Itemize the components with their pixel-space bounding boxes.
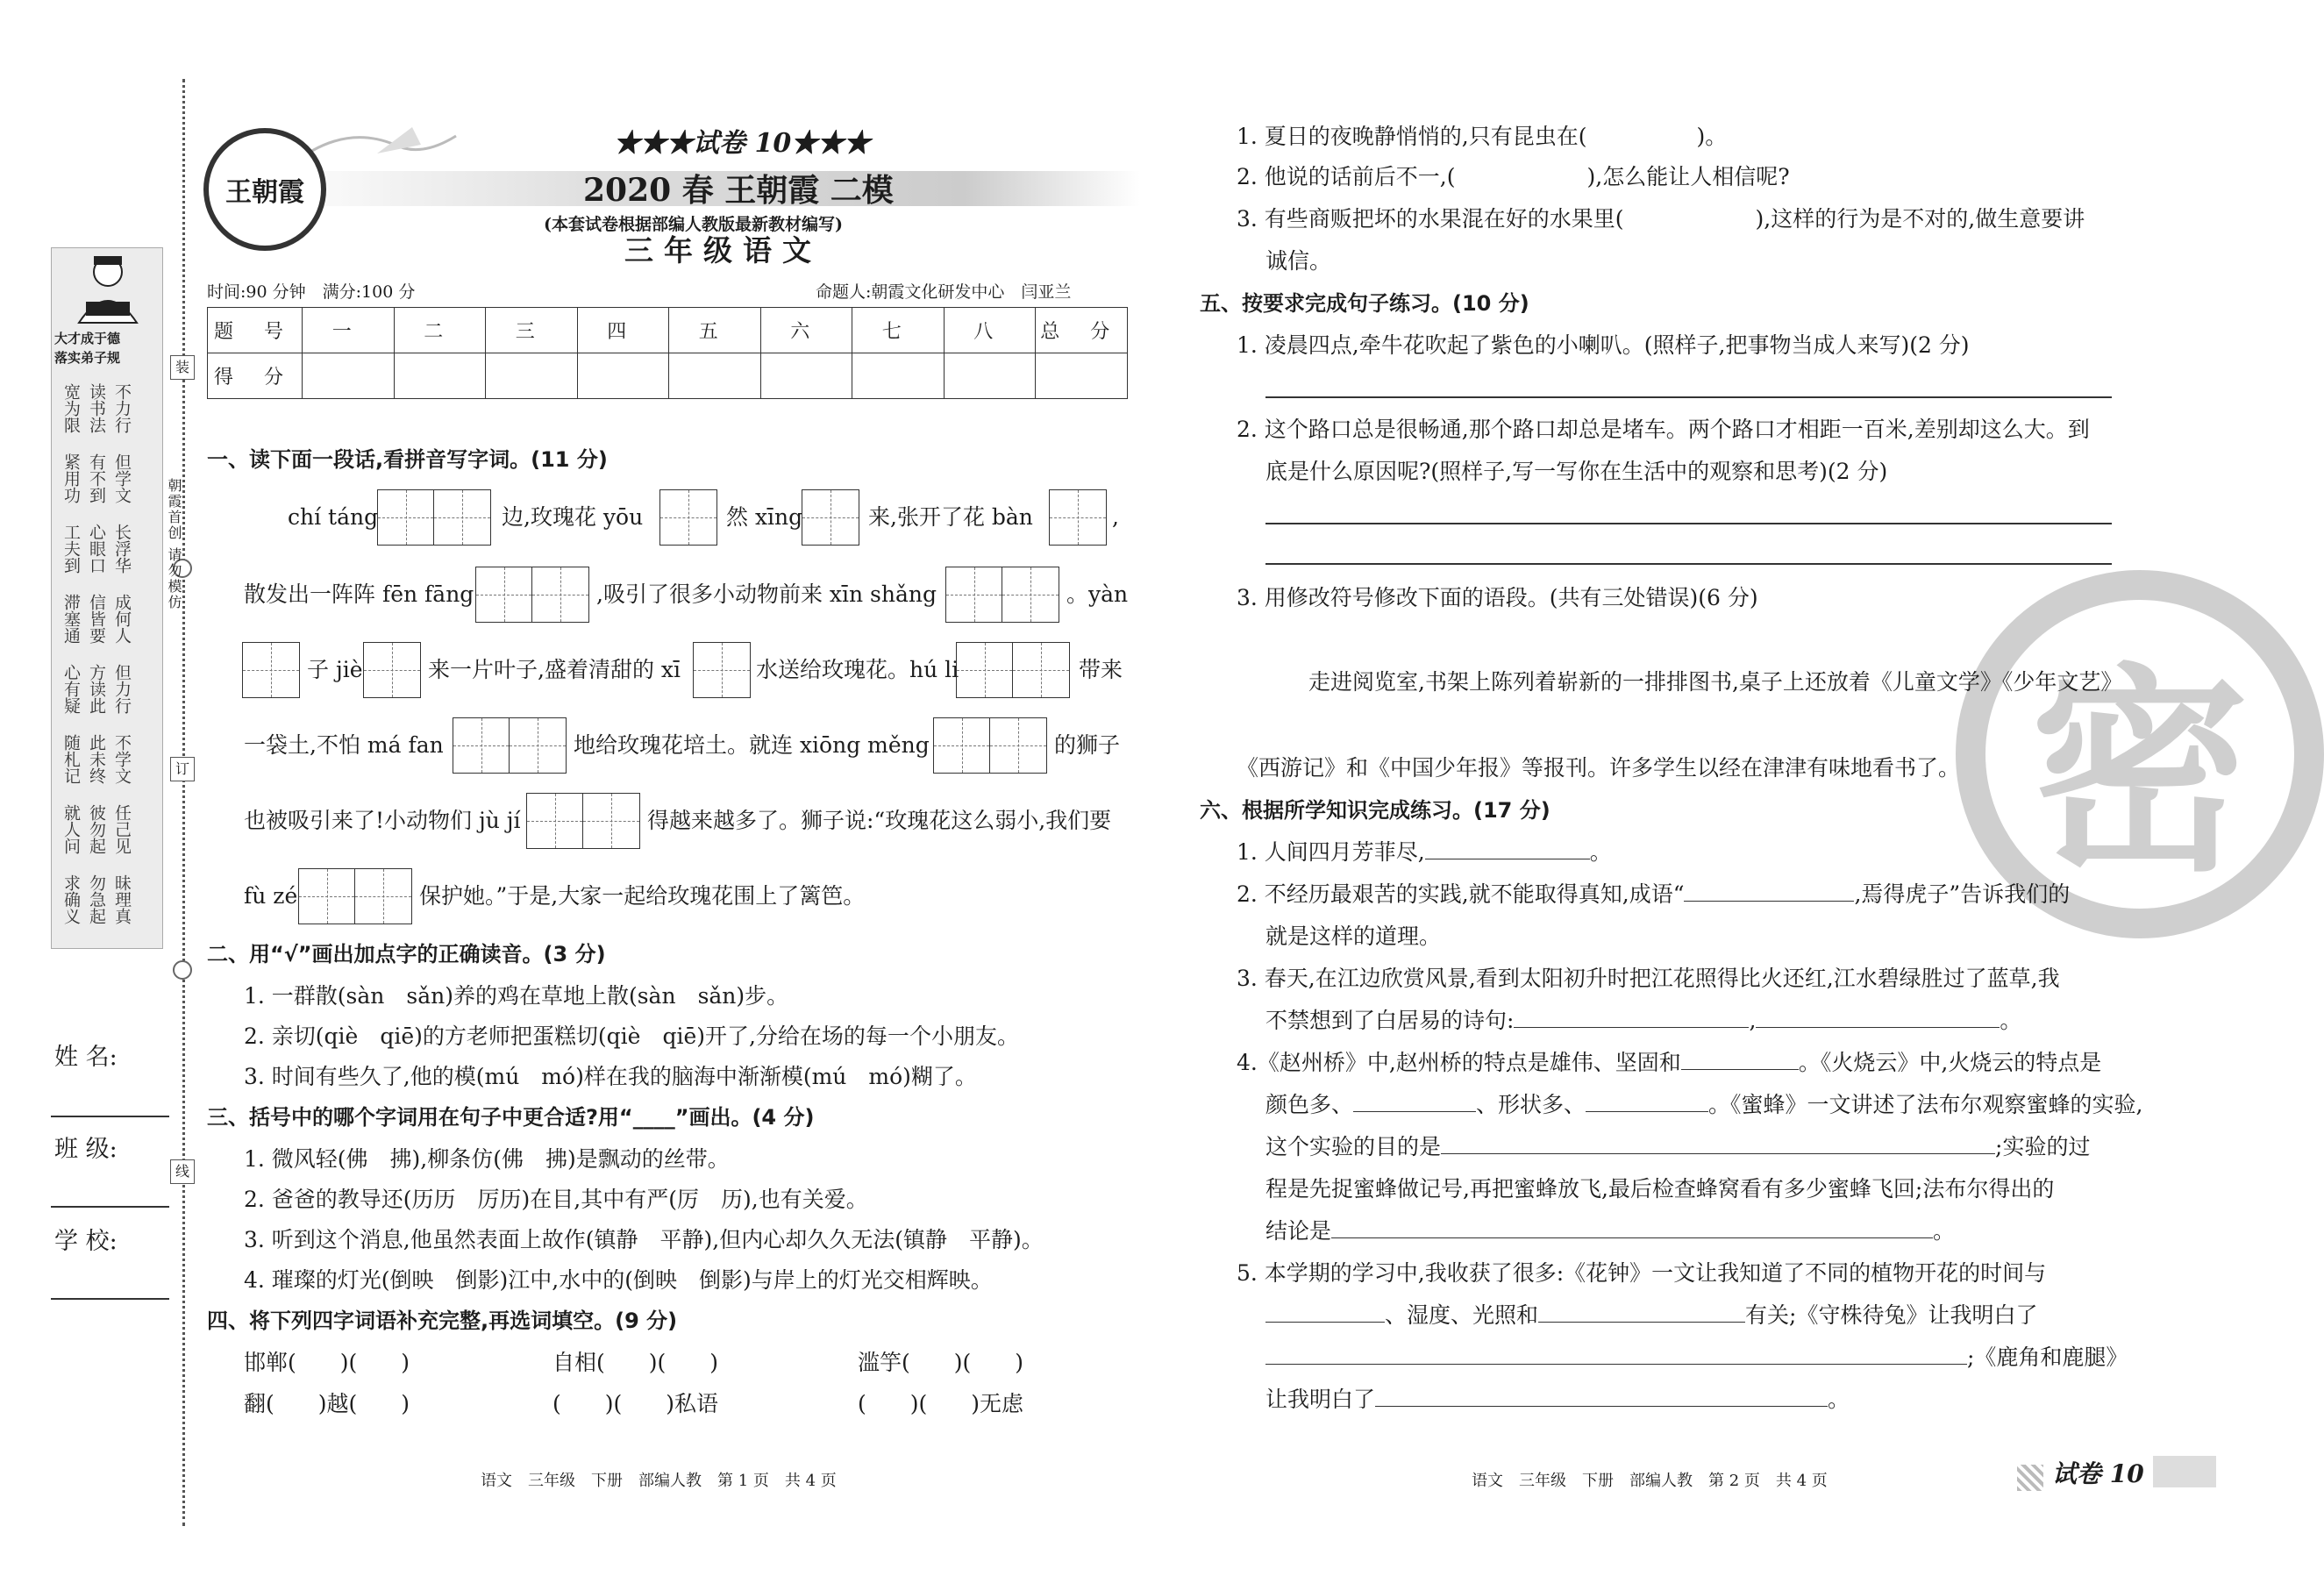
score-table (207, 307, 1128, 399)
blank[interactable] (1265, 1344, 1967, 1365)
s1-text: fù zé (244, 883, 298, 909)
s2-item: 1. 一群散(sàn sǎn)养的鸡在草地上散(sàn sǎn)步。 (244, 983, 789, 1009)
s6-q2b: 就是这样的道理。 (1265, 924, 1442, 949)
char-box[interactable] (945, 567, 1059, 623)
score-header: 总 分 (1036, 308, 1128, 353)
time-info: 时间:90 分钟 满分:100 分 (207, 282, 416, 302)
class-label: 班 级: (54, 1136, 118, 1163)
bind-label-ding: 订 (170, 757, 195, 781)
score-cell[interactable] (944, 353, 1036, 399)
s1-text: 地给玫瑰花培土。就连 xiōng měng (574, 732, 930, 758)
blank[interactable] (1265, 1302, 1385, 1323)
s1-text: 边,玫瑰花 yōu (502, 504, 644, 530)
r-item: 诚信。 (1265, 248, 1332, 274)
section-1-heading: 一、读下面一段话,看拼音写字词。(11 分) (207, 447, 608, 472)
char-box[interactable] (933, 717, 1047, 774)
score-cell[interactable] (760, 353, 852, 399)
s3-item: 4. 璀璨的灯光(倒映 倒影)江中,水中的(倒映 倒影)与岸上的灯光交相辉映。 (244, 1267, 993, 1293)
s6-q4a: 4.《赵州桥》中,赵州桥的特点是雄伟、坚固和 。《火烧云》中,火烧云的特点是 (1237, 1050, 2102, 1075)
s6-q5b: 、湿度、光照和 有关;《守株待兔》让我明白了 (1265, 1302, 2037, 1330)
blank[interactable] (1353, 1091, 1476, 1112)
score-header: 题 号 (208, 308, 303, 353)
char-box[interactable] (956, 642, 1070, 698)
series-label: ★★★试卷 10★★★ (614, 128, 871, 159)
s5-q2b: 底是什么原因呢?(照样子,写一写你在生活中的观察和思考)(2 分) (1265, 459, 1888, 484)
s6-q2a: 2. 不经历最艰苦的实践,就不能取得真知,成语“ ,焉得虎子”告诉我们的 (1237, 881, 2071, 907)
score-cell[interactable] (577, 353, 669, 399)
blank[interactable] (1586, 1091, 1708, 1112)
char-box[interactable] (1049, 489, 1107, 546)
blank[interactable] (1514, 1007, 1749, 1028)
s4-idiom: ( )( )私语 (552, 1391, 719, 1416)
s1-text: 一袋土,不怕 má fan (244, 732, 444, 758)
s6-q4b: 颜色多、 、形状多、 。《蜜蜂》一文讲述了法布尔观察蜜蜂的实验, (1265, 1092, 2143, 1117)
score-cell[interactable] (486, 353, 578, 399)
s1-text: 来一片叶子,盛着清甜的 xī (428, 657, 681, 682)
page-footer-right: 语文 三年级 下册 部编人教 第 2 页 共 4 页 (1472, 1472, 1828, 1490)
s4-idiom: 翻( )越( ) (244, 1391, 410, 1416)
scholar-illustration (68, 253, 147, 324)
s6-q5a: 5. 本学期的学习中,我收获了很多:《花钟》一文让我知道了不同的植物开花的时间与 (1237, 1260, 2047, 1286)
blank[interactable] (1441, 1133, 1995, 1154)
score-header: 四 (577, 308, 669, 353)
motto-couplets: 宽为限 读书法 不力行 紧用功 有不到 但学文 工夫到 心眼口 长浮华 滞塞通 信皆要 成何人 心有疑 方读此 但力行 随札记 此未终 不学文 就人问 彼勿起 任己见 求确义 勿急起 昧理真 (61, 382, 132, 924)
s3-item: 2. 爸爸的教导还(历历 厉历)在目,其中有严(厉 历),也有关爱。 (244, 1187, 868, 1212)
s4-idiom: 滥竽( )( ) (858, 1350, 1024, 1375)
blank[interactable] (1331, 1217, 1933, 1238)
s6-q3a: 3. 春天,在江边欣赏风景,看到太阳初升时把江花照得比火还红,江水碧绿胜过了蓝草,我 (1237, 966, 2060, 991)
school-field[interactable] (51, 1298, 169, 1300)
corner-pattern (2017, 1465, 2043, 1491)
s1-text: chí táng (288, 504, 379, 530)
motto-line-2: 落实弟子规 (54, 350, 121, 366)
score-header: 三 (486, 308, 578, 353)
s3-item: 1. 微风轻(佛 拂),柳条仿(佛 拂)是飘动的丝带。 (244, 1146, 730, 1172)
answer-line[interactable] (1265, 563, 2112, 565)
r-item: 2. 他说的话前后不一,( ),怎么能让人相信呢? (1237, 164, 1790, 189)
score-cell[interactable] (394, 353, 486, 399)
s6-q5d: 让我明白了 。 (1265, 1387, 1850, 1412)
s5-q1: 1. 凌晨四点,牵牛花吹起了紫色的小喇叭。(照样子,把事物当成人来写)(2 分) (1237, 332, 1970, 358)
s1-text: , (1112, 504, 1119, 530)
name-field[interactable] (51, 1116, 169, 1117)
corner-bar (2153, 1456, 2216, 1487)
section-3-heading: 三、括号中的哪个字词用在句子中更合适?用“____”画出。(4 分) (207, 1105, 815, 1130)
char-box[interactable] (659, 489, 717, 546)
copyright-vertical: 朝霞首创 请勿模仿 (166, 478, 182, 611)
page-footer-left: 语文 三年级 下册 部编人教 第 1 页 共 4 页 (481, 1472, 837, 1490)
char-box[interactable] (802, 489, 859, 546)
s4-idiom: ( )( )无虑 (858, 1391, 1024, 1416)
blank[interactable] (1681, 1049, 1799, 1070)
blank[interactable] (1538, 1302, 1745, 1323)
s5-q3: 3. 用修改符号修改下面的语段。(共有三处错误)(6 分) (1237, 585, 1758, 610)
logo-badge: 王朝霞 (203, 128, 326, 251)
blank[interactable] (1684, 881, 1854, 902)
s6-q1: 1. 人间四月芳菲尽, 。 (1237, 839, 1612, 865)
char-box[interactable] (242, 642, 300, 698)
corner-tag: 试卷 10 (2052, 1459, 2144, 1488)
exam-subtitle: (本套试卷根据部编人教版最新教材编写) (544, 215, 843, 234)
section-4-heading: 四、将下列四字词语补充完整,再选词填空。(9 分) (207, 1309, 678, 1333)
s6-q3b: 不禁想到了白居易的诗句: , 。 (1265, 1008, 2022, 1033)
score-header: 一 (303, 308, 395, 353)
blank[interactable] (1425, 838, 1590, 859)
s5-passage-1: 走进阅览室,书架上陈列着崭新的一排排图书,桌子上还放着《儿童文学》《少年文艺》 (1308, 669, 2123, 695)
score-header: 八 (944, 308, 1036, 353)
s6-q4c: 这个实验的目的是 ;实验的过 (1265, 1134, 2091, 1159)
s6-q4d: 程是先捉蜜蜂做记号,再把蜜蜂放飞,最后检查蜂窝看有多少蜜蜂飞回;法布尔得出的 (1265, 1176, 2055, 1202)
confidential-stamp: 密 (1956, 570, 2324, 938)
score-cell[interactable] (669, 353, 761, 399)
s1-text: 。yàn (1066, 581, 1129, 607)
motto-line-1: 大才成于德 (54, 331, 121, 346)
score-header: 五 (669, 308, 761, 353)
score-header: 二 (394, 308, 486, 353)
section-2-heading: 二、用“√”画出加点字的正确读音。(3 分) (207, 942, 606, 966)
exam-subject: 三年级语文 (624, 233, 822, 267)
s1-text: 也被吸引来了!小动物们 jù jí (244, 808, 521, 833)
class-field[interactable] (51, 1206, 169, 1208)
s5-passage-2: 《西游记》和《中国少年报》等报刊。许多学生以经在津津有味地看书了。 (1237, 755, 1961, 781)
section-5-heading: 五、按要求完成句子练习。(10 分) (1200, 291, 1529, 316)
binding-line (182, 79, 185, 1526)
s1-text: ,吸引了很多小动物前来 xīn shǎng (596, 581, 937, 607)
answer-line[interactable] (1265, 523, 2112, 524)
author-info: 命题人:朝霞文化研发中心 闫亚兰 (816, 282, 1072, 302)
s1-text: 的狮子 (1054, 732, 1121, 758)
s1-text: 子 jiè (307, 657, 363, 682)
s1-text: 保护她。”于是,大家一起给玫瑰花围上了篱笆。 (419, 883, 866, 909)
s1-text: 带来 (1079, 657, 1123, 682)
s6-q4e: 结论是 。 (1265, 1218, 1956, 1244)
char-box[interactable] (693, 642, 751, 698)
char-box[interactable] (363, 642, 421, 698)
s4-idiom: 邯郸( )( ) (244, 1350, 410, 1375)
blank[interactable] (1375, 1386, 1828, 1407)
r-item: 3. 有些商贩把坏的水果混在好的水果里( ),这样的行为是不对的,做生意要讲 (1237, 206, 2085, 232)
score-row-label: 得 分 (208, 353, 303, 399)
s1-text: 来,张开了花 bàn (868, 504, 1033, 530)
char-box[interactable] (526, 793, 640, 849)
char-box[interactable] (475, 567, 589, 623)
score-cell[interactable] (303, 353, 395, 399)
bind-label-xian: 线 (170, 1159, 195, 1184)
section-6-heading: 六、根据所学知识完成练习。(17 分) (1200, 798, 1551, 823)
score-cell[interactable] (1036, 353, 1128, 399)
s4-idiom: 自相( )( ) (552, 1350, 719, 1375)
s1-text: 水送给玫瑰花。hú li (756, 657, 959, 682)
char-box[interactable] (377, 489, 491, 546)
s2-item: 2. 亲切(qiè qiē)的方老师把蛋糕切(qiè qiē)开了,分给在场的每一个小朋友。 (244, 1023, 1019, 1049)
s6-q5c: ;《鹿角和鹿腿》 (1265, 1344, 2128, 1372)
school-label: 学 校: (54, 1228, 118, 1255)
blank[interactable] (1756, 1007, 2000, 1028)
s5-q2a: 2. 这个路口总是很畅通,那个路口却总是堵车。两个路口才相距一百米,差别却这么大。到 (1237, 417, 2090, 442)
char-box[interactable] (298, 868, 412, 924)
score-header: 七 (852, 308, 945, 353)
score-header: 六 (760, 308, 852, 353)
punch-hole-icon (173, 960, 192, 980)
r-item: 1. 夏日的夜晚静悄悄的,只有昆虫在( )。 (1237, 124, 1728, 149)
s1-text: 然 xīng (726, 504, 803, 530)
s3-item: 3. 听到这个消息,他虽然表面上故作(镇静 平静),但内心却久久无法(镇静 平静)。 (244, 1227, 1044, 1252)
name-label: 姓 名: (54, 1044, 118, 1071)
score-cell[interactable] (852, 353, 945, 399)
char-box[interactable] (453, 717, 567, 774)
bind-label-zhuang: 装 (170, 355, 195, 380)
exam-title: 2020 春 王朝霞 二模 (583, 172, 894, 209)
s2-item: 3. 时间有些久了,他的模(mú mó)样在我的脑海中渐渐模(mú mó)糊了。 (244, 1064, 977, 1089)
answer-line[interactable] (1265, 396, 2112, 398)
s1-text: 散发出一阵阵 fēn fāng (244, 581, 474, 607)
s1-text: 得越来越多了。狮子说:“玫瑰花这么弱小,我们要 (647, 808, 1112, 833)
